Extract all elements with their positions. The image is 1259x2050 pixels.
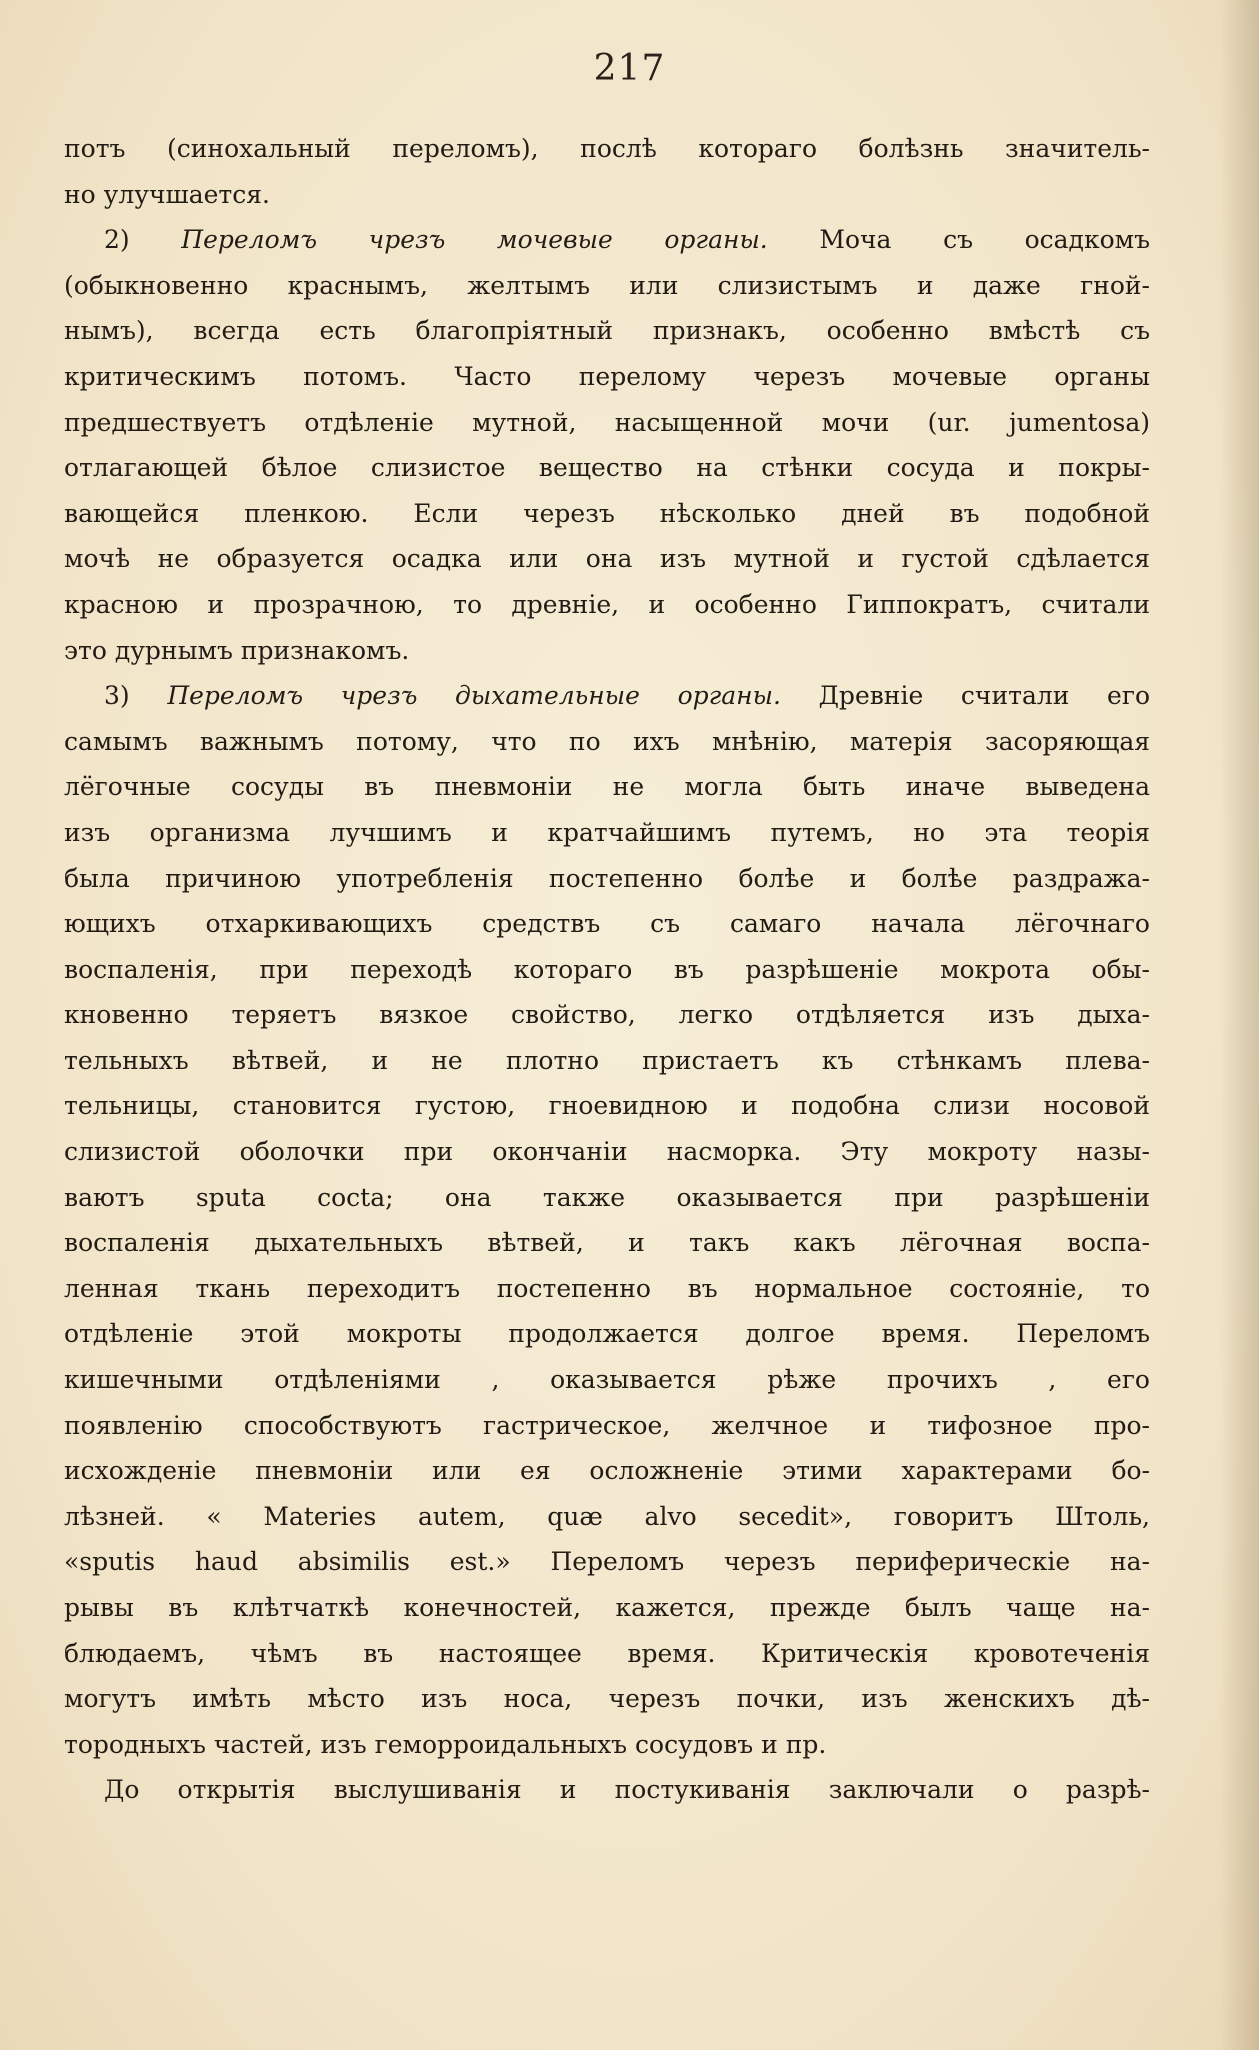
line-text: кновенно теряетъ вязкое свойство, легко отдѣляется изъ дыха- — [64, 1000, 1150, 1030]
line-text: отдѣленіе этой мокроты продолжается долгое время. Переломъ — [64, 1319, 1150, 1349]
text-line — [64, 673, 1150, 719]
line-text: кишечными отдѣленіями , оказывается рѣже прочихъ , его — [64, 1365, 1150, 1395]
line-text: «sputis haud absimilis est.» Переломъ черезъ периферическіе на- — [64, 1547, 1150, 1577]
line-text: предшествуетъ отдѣленіе мутной, насыщенной мочи (ur. jumentosa) — [64, 407, 1150, 437]
text-line — [64, 1448, 1150, 1494]
text-line — [64, 1403, 1150, 1449]
text-line — [64, 856, 1150, 902]
text-line — [64, 354, 1150, 400]
text-line — [64, 628, 1150, 674]
line-text: тельныхъ вѣтвей, и не плотно пристаетъ къ стѣнкамъ плева- — [64, 1045, 1150, 1075]
line-text: воспаленія, при переходѣ котораго въ разрѣшеніе мокрота обы- — [64, 954, 1150, 984]
section-heading: Переломъ чрезъ мочевые органы. — [181, 225, 768, 255]
line-text: красною и прозрачною, то древніе, и особенно Гиппократъ, считали — [64, 589, 1150, 619]
line-text: изъ организма лучшимъ и кратчайшимъ путемъ, но эта теорія — [64, 817, 1150, 847]
text-line — [64, 810, 1150, 856]
line-text: воспаленія дыхательныхъ вѣтвей, и такъ какъ лёгочная воспа- — [64, 1228, 1150, 1258]
text-line — [64, 1175, 1150, 1221]
line-text: Моча съ осадкомъ — [767, 225, 1150, 255]
text-line — [64, 172, 1150, 218]
text-line — [64, 491, 1150, 537]
text-line — [64, 217, 1150, 263]
text-line — [64, 1676, 1150, 1722]
line-text: отлагающей бѣлое слизистое вещество на стѣнки сосуда и покры- — [64, 453, 1150, 483]
body-text — [64, 126, 1150, 1813]
text-line — [64, 1631, 1150, 1677]
text-line — [64, 1585, 1150, 1631]
text-line — [64, 947, 1150, 993]
text-line — [64, 1266, 1150, 1312]
text-line — [64, 1083, 1150, 1129]
text-line — [64, 582, 1150, 628]
line-text: До открытія выслушиванія и постукиванія заключали о разрѣ- — [104, 1775, 1150, 1805]
line-text: была причиною употребленія постепенно болѣе и болѣе раздража- — [64, 863, 1150, 893]
line-text: вающейся пленкою. Если черезъ нѣсколько дней въ подобной — [64, 498, 1150, 528]
line-text: самымъ важнымъ потому, что по ихъ мнѣнію, матерія засоряющая — [64, 726, 1150, 756]
text-line — [64, 992, 1150, 1038]
section-number: 2) — [104, 225, 182, 255]
section-number: 3) — [104, 681, 168, 711]
line-text: ваютъ sputa cocta; она также оказывается при разрѣшеніи — [64, 1182, 1150, 1212]
text-line — [64, 445, 1150, 491]
line-text: лѣзней. « Materies autem, quæ alvo secedit», говоритъ Штоль, — [64, 1501, 1150, 1531]
text-line — [64, 1038, 1150, 1084]
text-line — [64, 1722, 1150, 1768]
text-line — [64, 901, 1150, 947]
line-text: нымъ), всегда есть благопріятный признакъ, особенно вмѣстѣ съ — [64, 316, 1150, 346]
text-line — [64, 1357, 1150, 1403]
line-text: тородныхъ частей, изъ геморроидальныхъ сосудовъ и пр. — [64, 1729, 827, 1759]
line-text: рывы въ клѣтчаткѣ конечностей, кажется, прежде былъ чаще на- — [64, 1593, 1150, 1622]
line-text: исхожденіе пневмоніи или ея осложненіе этими характерами бо- — [64, 1456, 1150, 1486]
text-line — [64, 1129, 1150, 1175]
line-text: но улучшается. — [64, 179, 270, 209]
section-heading: Переломъ чрезъ дыхательные органы. — [167, 681, 781, 711]
line-text: ленная ткань переходитъ постепенно въ нормальное состояніе, то — [64, 1273, 1150, 1303]
line-text: это дурнымъ признакомъ. — [64, 635, 410, 665]
text-line — [64, 1539, 1150, 1585]
text-line — [64, 1311, 1150, 1357]
line-text: ющихъ отхаркивающихъ средствъ съ самаго начала лёгочнаго — [64, 909, 1150, 939]
line-text: появленію способствуютъ гастрическое, желчное и тифозное про- — [64, 1410, 1150, 1440]
line-text: Древніе считали его — [780, 681, 1150, 711]
text-line — [64, 308, 1150, 354]
text-line — [64, 719, 1150, 765]
text-line — [64, 1767, 1150, 1813]
text-line — [64, 536, 1150, 582]
text-line — [64, 764, 1150, 810]
text-line — [64, 1220, 1150, 1266]
line-text: блюдаемъ, чѣмъ въ настоящее время. Критическія кровотеченія — [64, 1638, 1150, 1668]
line-text: (обыкновенно краснымъ, желтымъ или слизистымъ и даже гной- — [64, 270, 1150, 300]
text-line — [64, 400, 1150, 446]
line-text: тельницы, становится густою, гноевидною и подобна слизи носовой — [64, 1091, 1150, 1121]
page-edge-shadow — [1219, 0, 1259, 2050]
line-text: мочѣ не образуется осадка или она изъ мутной и густой сдѣлается — [64, 544, 1150, 574]
line-text: могутъ имѣть мѣсто изъ носа, черезъ почки, изъ женскихъ дѣ- — [64, 1684, 1150, 1714]
line-text: критическимъ потомъ. Часто перелому черезъ мочевые органы — [64, 361, 1150, 391]
page-number: 217 — [593, 48, 666, 89]
text-line — [64, 1494, 1150, 1540]
line-text: слизистой оболочки при окончаніи насморка. Эту мокроту назы- — [64, 1137, 1150, 1167]
line-text: лёгочные сосуды въ пневмоніи не могла быть иначе выведена — [64, 772, 1150, 802]
text-line — [64, 126, 1150, 172]
line-text: потъ (синохальный переломъ), послѣ котораго болѣзнь значитель- — [64, 134, 1150, 163]
text-line — [64, 263, 1150, 309]
